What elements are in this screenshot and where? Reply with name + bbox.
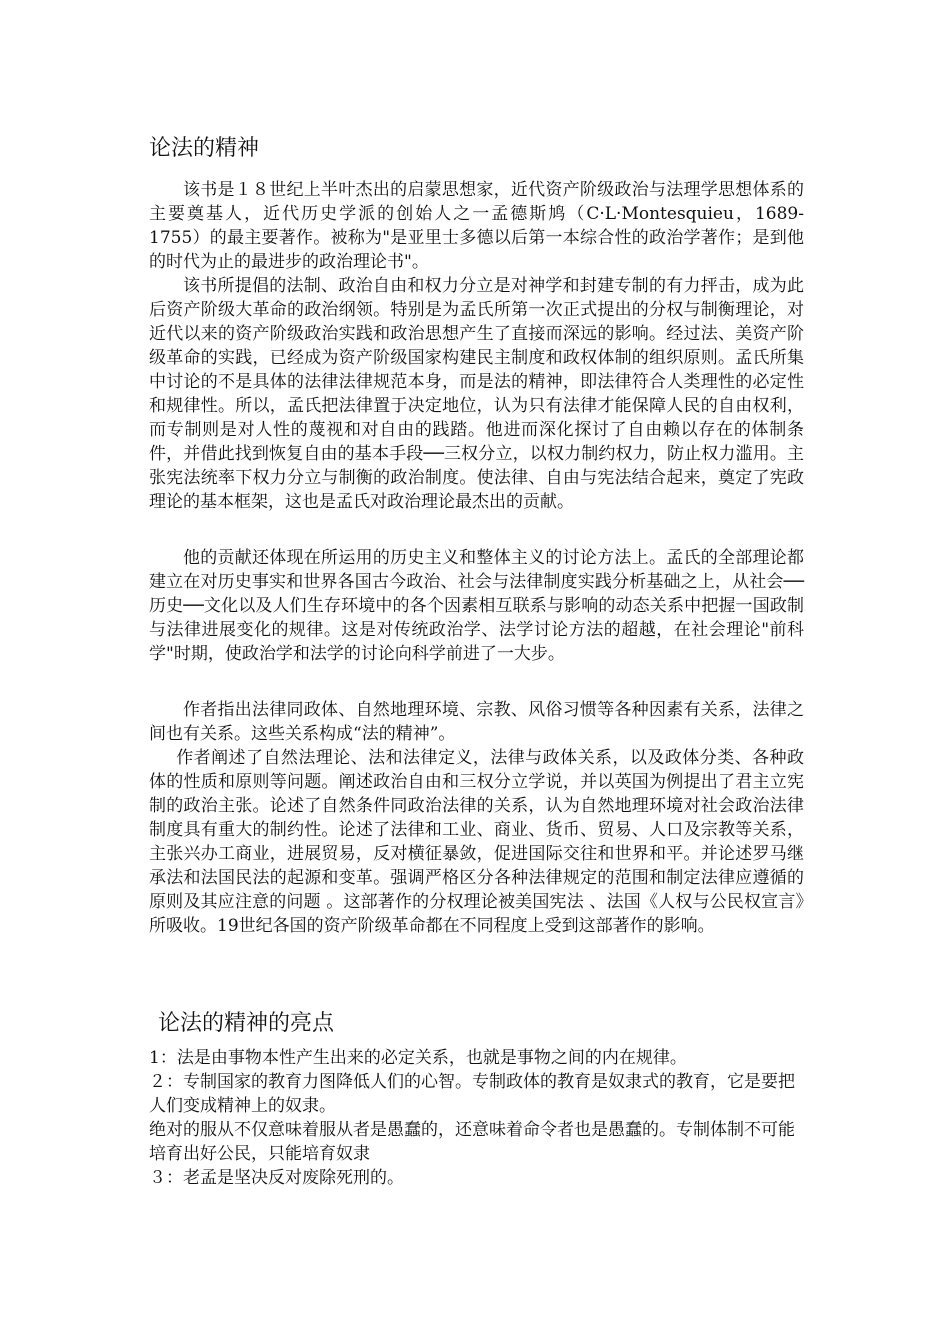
paragraph-contents: 作者阐述了自然法理论、法和法律定义，法律与政体关系，以及政体分类、各种政体的性质和原则等问题。阐述政治自由和三权分立学说，并以英国为例提出了君主立宪制的政治主张。论述了自然条件同政治法律的关系，认为自然地理环境对社会政治法律制度具有重大的制约性。论述了法律和工业、商业、货币、贸易、人口及宗教等关系，主张兴办工商业，进展贸易，反对横征暴敛，促进国际交往和世界和平。并论述罗马继承法和法国民法的起源和变革。强调严格区分各种法律规定的范围和制定法律应遵循的原则及其应注意的问题 。这部著作的分权理论被美国宪法 、法国《人权与公民权宣言》所吸收。19世纪各国的资产阶级革命都在不同程度上受到这部著作的影响。 <box>149 748 804 936</box>
paragraph-method: 他的贡献还体现在所运用的历史主义和整体主义的讨论方法上。孟氏的全部理论都建立在对历史事实和世界各国古今政治、社会与法律制度实践分析基础之上，从社会──历史──文化以及人们生存环境中的各个因素相互联系与影响的动态关系中把握一国政制与法律进展变化的规律。这是对传统政治学、法学讨论方法的超越，在社会理论"前科学"时期，使政治学和法学的讨论向科学前进了一大步。 <box>149 548 804 664</box>
highlight-item-1: 1：法是由事物本性产生出来的必定关系，也就是事物之间的内在规律。 <box>149 1048 687 1068</box>
highlight-item-3: ３：老孟是坚决反对废除死刑的。 <box>149 1168 404 1188</box>
paragraph-separation-of-powers: 该书所提倡的法制、政治自由和权力分立是对神学和封建专制的有力抨击，成为此后资产阶级大革命的政治纲领。特别是为孟氏所第一次正式提出的分权与制衡理论，对近代以来的资产阶级政治实践和政治思想产生了直接而深远的影响。经过法、美资产阶级革命的实践，已经成为资产阶级国家构建民主制度和政权体制的组织原则。孟氏所集中讨论的不是具体的法律法律规范本身，而是法的精神，即法律符合人类理性的必定性和规律性。所以，孟氏把法律置于决定地位，认为只有法律才能保障人民的自由权利，而专制则是对人性的蔑视和对自由的践踏。他进而深化探讨了自由赖以存在的体制条件，并借此找到恢复自由的基本手段──三权分立，以权力制约权力，防止权力滥用。主张宪法统率下权力分立与制衡的政治制度。使法律、自由与宪法结合起来，奠定了宪政理论的基本框架，这也是孟氏对政治理论最杰出的贡献。 <box>149 276 804 512</box>
section-title-highlights: 论法的精神的亮点 <box>158 1011 335 1036</box>
section-title: 论法的精神 <box>149 136 260 161</box>
highlight-item-2-continued: 绝对的服从不仅意味着服从者是愚蠢的，还意味着命令者也是愚蠢的。专制体制不可能培育出好公民，只能培育奴隶 <box>149 1120 795 1164</box>
highlight-item-2: ２：专制国家的教育力图降低人们的心智。专制政体的教育是奴隶式的教育，它是要把人们变成精神上的奴隶。 <box>149 1072 795 1116</box>
paragraph-intro: 该书是１８世纪上半叶杰出的启蒙思想家，近代资产阶级政治与法理学思想体系的主要奠基人，近代历史学派的创始人之一孟德斯鸠（C·L·Montesquieu，1689-1755）的最主要著作。被称为"是亚里士多德以后第一本综合性的政治学著作；是到他的时代为止的最进步的政治理论书"。 <box>149 180 804 272</box>
paragraph-spirit-of-law: 作者指出法律同政体、自然地理环境、宗教、风俗习惯等各种因素有关系，法律之间也有关系。这些关系构成“法的精神”。 <box>149 700 804 744</box>
